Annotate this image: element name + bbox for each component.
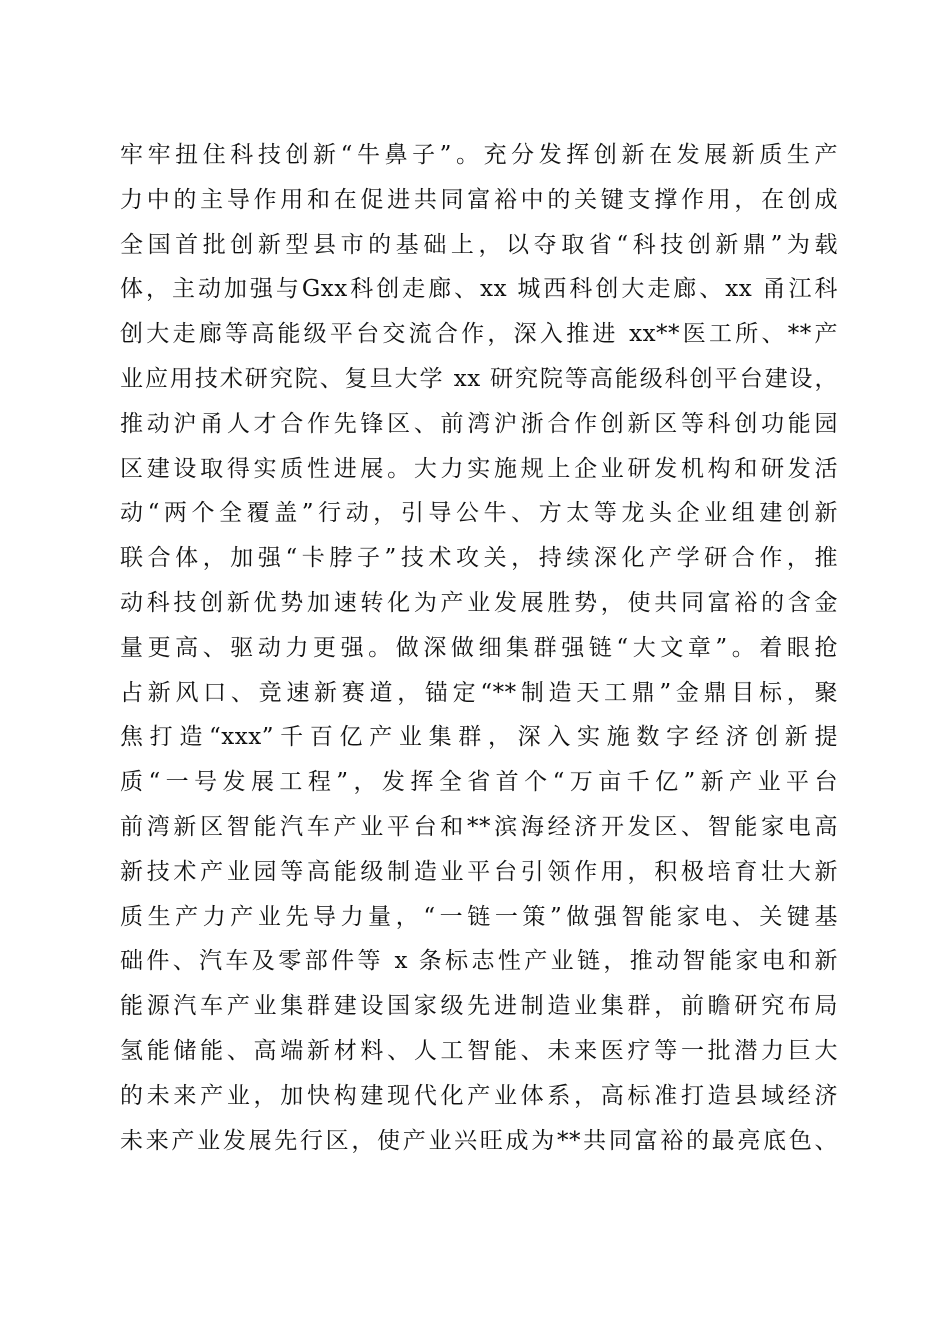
text-line: 础件、汽车及零部件等 x 条标志性产业链，推动智能家电和新 <box>120 948 838 975</box>
text-line: 新技术产业园等高能级制造业平台引领作用，积极培育壮大新 <box>120 858 838 885</box>
text-line: 业应用技术研究院、复旦大学 xx 研究院等高能级科创平台建设， <box>120 365 838 392</box>
text-line: 推动沪甬人才合作先锋区、前湾沪浙合作创新区等科创功能园 <box>120 410 838 437</box>
text-line: 创大走廊等高能级平台交流合作，深入推进 xx**医工所、**产 <box>120 321 838 348</box>
text-line: 能源汽车产业集群建设国家级先进制造业集群，前瞻研究布局 <box>120 993 838 1020</box>
text-line: 的未来产业，加快构建现代化产业体系，高标准打造县域经济 <box>120 1082 838 1109</box>
text-line: 动科技创新优势加速转化为产业发展胜势，使共同富裕的含金 <box>120 589 838 616</box>
text-line: 联合体，加强“卡脖子”技术攻关，持续深化产学研合作，推 <box>120 545 838 572</box>
text-line: 前湾新区智能汽车产业平台和**滨海经济开发区、智能家电高 <box>120 813 838 840</box>
text-line: 牢牢扭住科技创新“牛鼻子”。充分发挥创新在发展新质生产 <box>120 142 838 168</box>
text-line: 质“一号发展工程”，发挥全省首个“万亩千亿”新产业平台 <box>120 769 838 796</box>
text-line: 焦打造“xxx”千百亿产业集群，深入实施数字经济创新提 <box>120 724 838 751</box>
text-line: 动“两个全覆盖”行动，引导公牛、方太等龙头企业组建创新 <box>120 500 838 527</box>
text-line: 全国首批创新型县市的基础上，以夺取省“科技创新鼎”为载 <box>120 231 838 258</box>
text-line: 氢能储能、高端新材料、人工智能、未来医疗等一批潜力巨大 <box>120 1037 838 1064</box>
text-line: 未来产业发展先行区，使产业兴旺成为**共同富裕的最亮底色、 <box>120 1127 838 1154</box>
text-line: 力中的主导作用和在促进共同富裕中的关键支撑作用，在创成 <box>120 186 838 213</box>
text-line: 体，主动加强与Gxx科创走廊、xx 城西科创大走廊、xx 甬江科 <box>120 276 838 303</box>
body-paragraph <box>120 133 838 1163</box>
text-line: 占新风口、竞速新赛道，锚定“**制造天工鼎”金鼎目标，聚 <box>120 679 838 706</box>
text-line: 区建设取得实质性进展。大力实施规上企业研发机构和研发活 <box>120 455 838 482</box>
text-line: 质生产力产业先导力量，“一链一策”做强智能家电、关键基 <box>120 903 838 930</box>
text-line: 量更高、驱动力更强。做深做细集群强链“大文章”。着眼抢 <box>120 634 838 661</box>
